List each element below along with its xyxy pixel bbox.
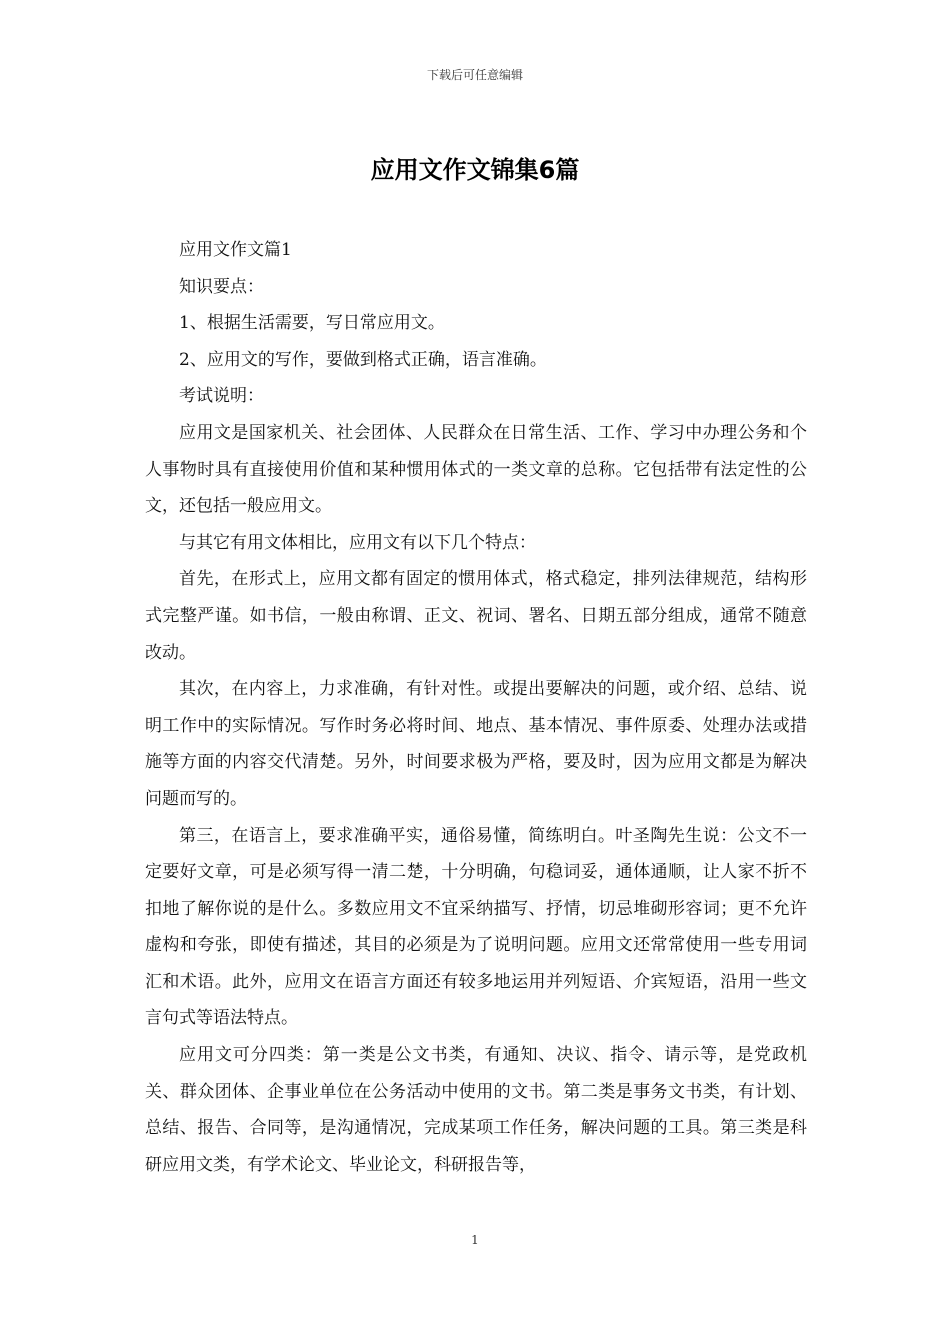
paragraph-8: 首先，在形式上，应用文都有固定的惯用体式，格式稳定，排列法律规范，结构形式完整严谨。如书信，一般由称谓、正文、祝词、署名、日期五部分组成，通常不随意改动。 (145, 569, 807, 663)
paragraph-7: 与其它有用文体相比，应用文有以下几个特点： (179, 532, 536, 553)
paragraph-1: 应用文作文篇1 (179, 240, 292, 260)
paragraph-4: 2、应用文的写作，要做到格式正确，语言准确。 (179, 349, 547, 370)
document-title: 应用文作文锦集6篇 (370, 156, 580, 184)
paragraph-9: 其次，在内容上，力求准确，有针对性。或提出要解决的问题，或介绍、总结、说明工作中的实际情况。写作时务必将时间、地点、基本情况、事件原委、处理办法或措施等方面的内容交代清楚。另外，时间要求极为严格，要及时，因为应用文都是为解决问题而写的。 (145, 679, 807, 809)
paragraph-6: 应用文是国家机关、社会团体、人民群众在日常生活、工作、学习中办理公务和个人事物时具有直接使用价值和某种惯用体式的一类文章的总称。它包括带有法定性的公文，还包括一般应用文。 (145, 422, 807, 517)
paragraph-10: 第三，在语言上，要求准确平实，通俗易懂，简练明白。叶圣陶先生说：公文不一定要好文章，可是必须写得一清二楚，十分明确，句稳词妥，通体通顺，让人家不折不扣地了解你说的是什么。多数应用文不宜采纳描写、抒情，切忌堆砌形容词；更不允许虚构和夸张，即使有描述，其目的必须是为了说明问题。应用文还常常使用一些专用词汇和术语。此外，应用文在语言方面还有较多地运用并列短语、介宾短语，沿用一些文言句式等语法特点。 (145, 825, 807, 1029)
page-header: 下载后可任意编辑 (426, 68, 523, 82)
paragraph-2: 知识要点： (179, 276, 264, 297)
paragraph-5: 考试说明： (179, 386, 264, 407)
page-number: 1 (471, 1233, 479, 1247)
document-body (145, 232, 807, 1183)
paragraph-3: 1、根据生活需要，写日常应用文。 (179, 313, 445, 334)
paragraph-11: 应用文可分四类：第一类是公文书类，有通知、决议、指令、请示等，是党政机关、群众团体、企事业单位在公务活动中使用的文书。第二类是事务文书类，有计划、总结、报告、合同等，是沟通情况，完成某项工作任务，解决问题的工具。第三类是科研应用文类，有学术论文、毕业论文，科研报告等， (145, 1045, 807, 1175)
